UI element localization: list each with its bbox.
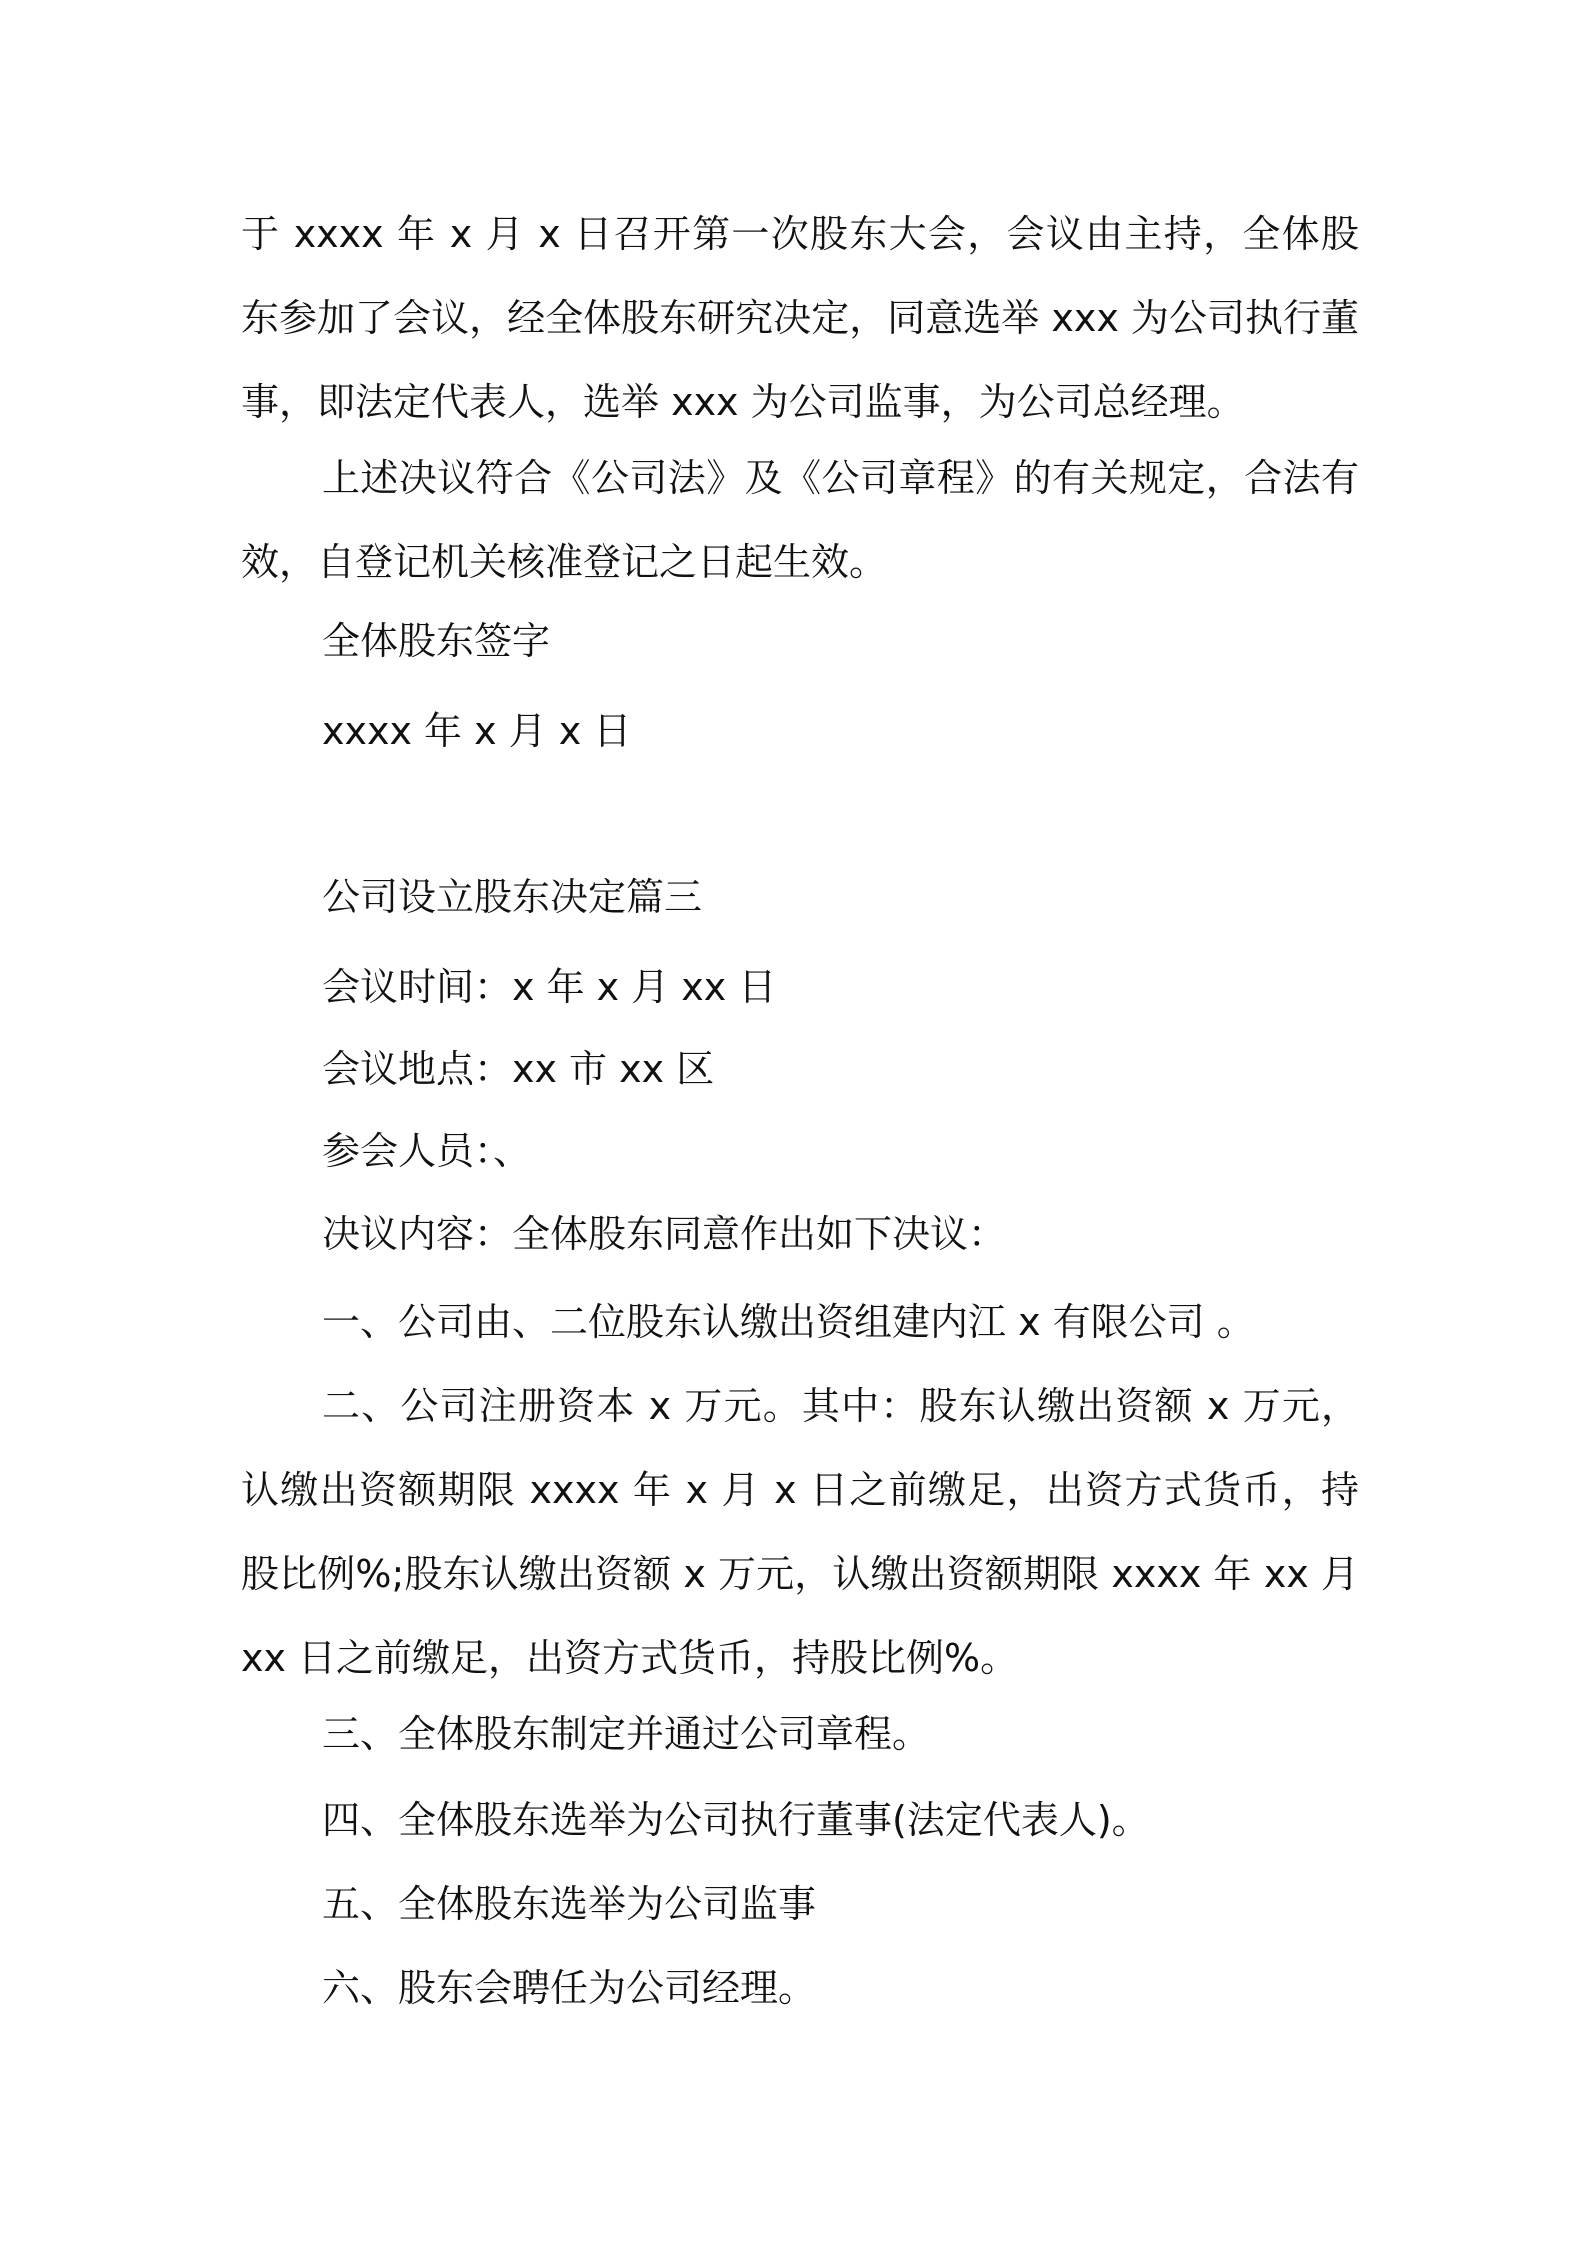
meeting-place: 会议地点：xx 市 xx 区 bbox=[322, 1047, 715, 1091]
section-title: 公司设立股东决定篇三 bbox=[322, 875, 703, 919]
resolution-intro: 决议内容：全体股东同意作出如下决议： bbox=[322, 1212, 1007, 1256]
validity-paragraph: 上述决议符合《公司法》及《公司章程》的有关规定，合法有效，自登记机关核准登记之日起生效。 bbox=[241, 456, 1359, 584]
resolution-item-1: 一、公司由、二位股东认缴出资组建内江 x 有限公司 。 bbox=[322, 1300, 1255, 1344]
meeting-paragraph: 于 xxxx 年 x 月 x 日召开第一次股东大会，会议由主持，全体股东参加了会议，经全体股东研究决定，同意选举 xxx 为公司执行董事，即法定代表人，选举 xxx 为公司监事，为公司总经理。 bbox=[241, 212, 1359, 424]
resolution-item-6: 六、股东会聘任为公司经理。 bbox=[322, 1966, 817, 2010]
meeting-time: 会议时间：x 年 x 月 xx 日 bbox=[322, 965, 777, 1009]
resolution-item-3: 三、全体股东制定并通过公司章程。 bbox=[322, 1712, 931, 1756]
attendees: 参会人员：、 bbox=[322, 1129, 532, 1173]
signature-date: xxxx 年 x 月 x 日 bbox=[322, 709, 632, 753]
resolution-item-2: 二、公司注册资本 x 万元。其中：股东认缴出资额 x 万元，认缴出资额期限 xxxx 年 x 月 x 日之前缴足，出资方式货币，持股比例%;股东认缴出资额 x 万元，认缴出资额期限 xxxx 年 xx 月 xx 日之前缴足，出资方式货币，持股比例%。 bbox=[241, 1384, 1359, 1680]
resolution-item-5: 五、全体股东选举为公司监事 bbox=[322, 1882, 817, 1926]
signature-label: 全体股东签字 bbox=[322, 619, 551, 663]
resolution-item-4: 四、全体股东选举为公司执行董事(法定代表人)。 bbox=[322, 1798, 1150, 1842]
